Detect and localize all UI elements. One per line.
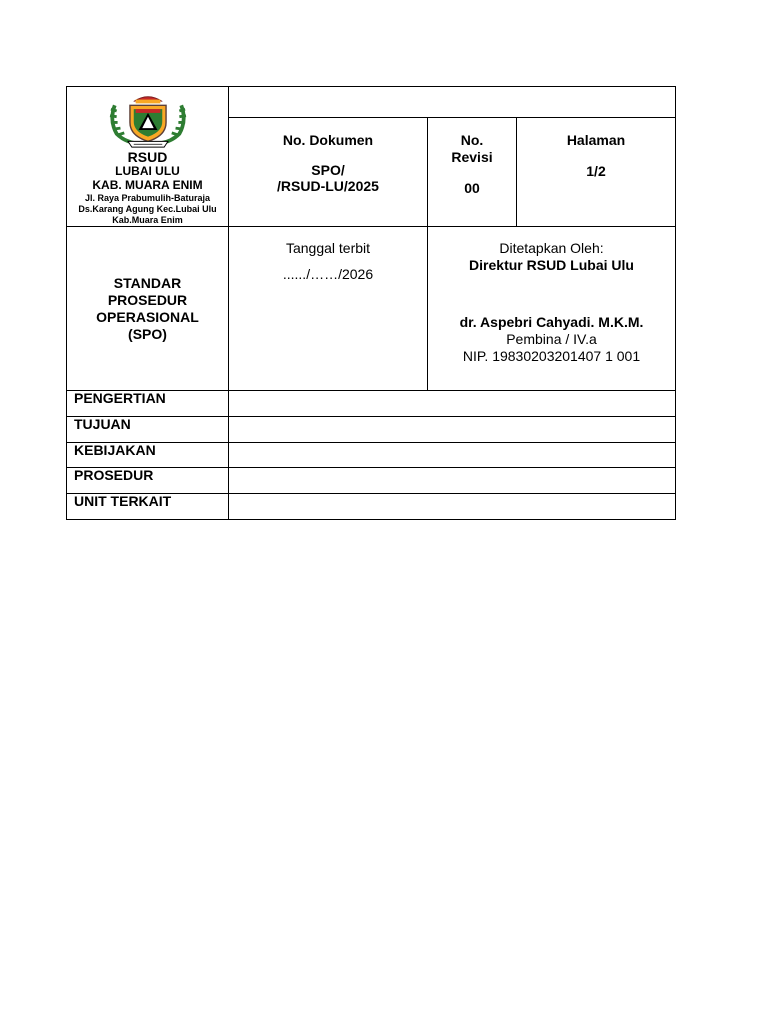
section-label-kebijakan: KEBIJAKAN [74, 442, 156, 458]
spo-title-cell [67, 227, 228, 390]
row-divider-3 [66, 467, 676, 468]
spo-title-line-4: (SPO) [128, 325, 167, 342]
revision-label-1: No. [460, 132, 484, 148]
section-label-prosedur: PROSEDUR [74, 467, 154, 483]
page-value: 1/2 [586, 163, 606, 179]
address-line-3: Kab.Muara Enim [112, 215, 183, 225]
spo-title-line-1: STANDAR [113, 274, 182, 291]
approval-position: Direktur RSUD Lubai Ulu [469, 257, 634, 273]
approver-nip: NIP. 19830203201407 1 001 [462, 348, 641, 364]
approver-rank: Pembina / IV.a [506, 331, 597, 347]
doc-number-label: No. Dokumen [282, 132, 374, 148]
spo-title-line-2: PROSEDUR [107, 291, 188, 308]
section-label-tujuan: TUJUAN [74, 416, 131, 432]
revision-cell [428, 118, 516, 226]
doc-number-cell [229, 118, 427, 226]
spo-title-line-3: OPERASIONAL [96, 308, 199, 325]
revision-label-2: Revisi [451, 149, 493, 165]
address-line-1: Jl. Raya Prabumulih-Baturaja [84, 193, 211, 203]
org-unit: LUBAI ULU [115, 164, 180, 178]
doc-number-line-1: SPO/ [311, 162, 345, 178]
border-bottom [66, 519, 676, 520]
approval-label: Ditetapkan Oleh: [499, 240, 604, 256]
org-name: RSUD [127, 149, 168, 165]
approval-cell [428, 227, 675, 390]
border-right [675, 86, 676, 520]
page-label: Halaman [566, 132, 626, 148]
section-label-unit-terkait: UNIT TERKAIT [74, 493, 172, 509]
org-region: KAB. MUARA ENIM [92, 178, 203, 192]
spo-document-table [66, 86, 676, 520]
regency-crest-icon [105, 92, 191, 149]
address-line-2: Ds.Karang Agung Kec.Lubai Ulu [78, 204, 217, 214]
issue-date-label: Tanggal terbit [285, 240, 371, 256]
revision-value: 00 [464, 180, 480, 196]
row-divider-2 [66, 442, 676, 443]
institution-cell [67, 87, 228, 226]
issue-date-value: ....../……/2026 [282, 266, 374, 282]
section-label-pengertian: PENGERTIAN [74, 390, 166, 406]
page-cell [517, 118, 675, 226]
row-divider-1 [66, 416, 676, 417]
issue-date-cell [229, 227, 427, 390]
approver-name: dr. Aspebri Cahyadi. M.K.M. [459, 314, 644, 330]
doc-number-line-2: /RSUD-LU/2025 [277, 178, 379, 194]
